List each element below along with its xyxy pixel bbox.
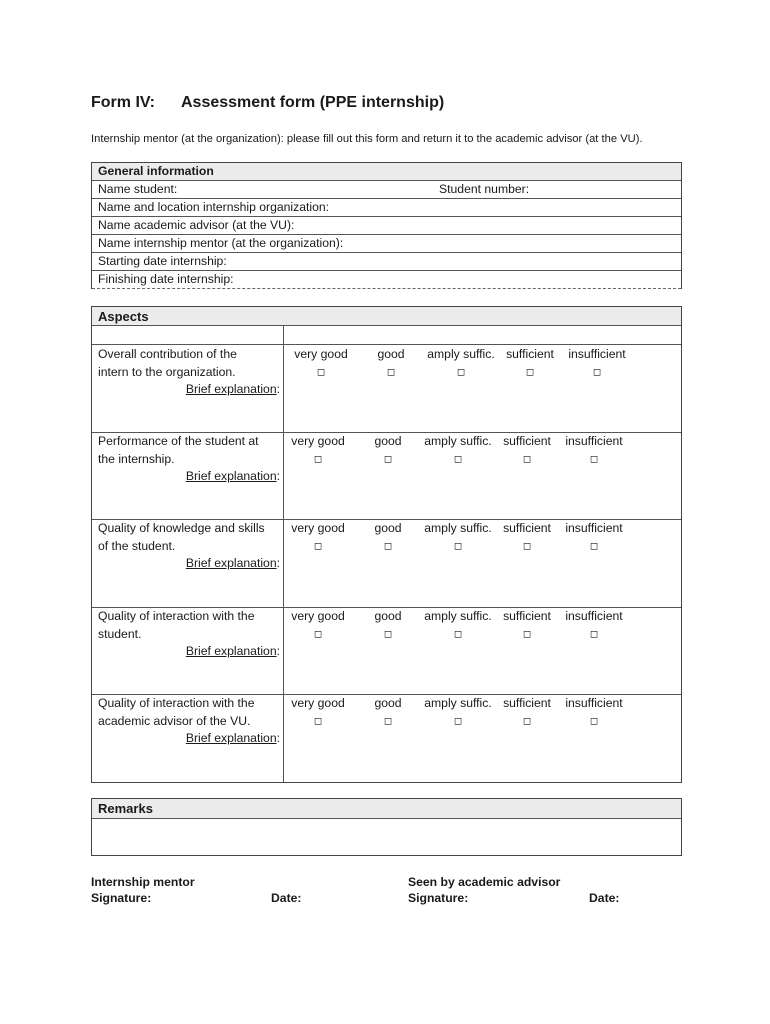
aspect-interaction-advisor [98, 695, 280, 748]
checkbox-icon[interactable]: ◻ [313, 540, 323, 552]
advisor-date-label[interactable]: Date: [589, 891, 620, 905]
general-information-table [91, 162, 682, 289]
checkbox-icon[interactable]: ◻ [522, 453, 532, 465]
rating-label: amply suffic. [424, 609, 492, 623]
aspects-heading: Aspects [92, 307, 681, 326]
rating-label: insufficient [565, 696, 623, 710]
rating-label: good [374, 609, 402, 623]
rating-label: insufficient [568, 347, 626, 361]
aspect-text-line: Quality of interaction with the [98, 696, 255, 710]
rating-good[interactable] [363, 520, 413, 555]
rating-label: good [377, 347, 405, 361]
finishing-date-row[interactable]: Finishing date internship: [92, 271, 681, 289]
rating-label: insufficient [565, 609, 623, 623]
rating-sufficient[interactable] [499, 695, 555, 730]
form-name: Assessment form (PPE internship) [181, 94, 445, 111]
checkbox-icon[interactable]: ◻ [383, 540, 393, 552]
brief-explanation-label: Brief explanation: [185, 731, 280, 745]
student-number-label: Student number: [439, 182, 530, 196]
rating-label: sufficient [503, 521, 551, 535]
remarks-heading: Remarks [92, 799, 681, 819]
row-divider [92, 344, 681, 345]
aspect-text-line: academic advisor of the VU. [98, 713, 251, 728]
brief-explanation-label: Brief explanation: [185, 556, 280, 570]
checkbox-icon[interactable]: ◻ [525, 366, 535, 378]
intro-text: Internship mentor (at the organization): please fill out this form and return it to the academic advisor (at the VU). [91, 133, 643, 145]
rating-label: very good [291, 434, 345, 448]
rating-very-good[interactable] [285, 608, 351, 643]
rating-sufficient[interactable] [502, 346, 558, 381]
checkbox-icon[interactable]: ◻ [589, 453, 599, 465]
checkbox-icon[interactable]: ◻ [592, 366, 602, 378]
rating-label: very good [291, 609, 345, 623]
checkbox-icon[interactable]: ◻ [522, 715, 532, 727]
aspect-text-line: Quality of interaction with the [98, 609, 255, 623]
rating-sufficient[interactable] [499, 433, 555, 468]
checkbox-icon[interactable]: ◻ [313, 453, 323, 465]
checkbox-icon[interactable]: ◻ [313, 715, 323, 727]
aspect-interaction-student [98, 608, 280, 661]
rating-label: amply suffic. [424, 521, 492, 535]
rating-good[interactable] [366, 346, 416, 381]
rating-label: insufficient [565, 521, 623, 535]
aspect-text-line: intern to the organization. [98, 364, 236, 379]
checkbox-icon[interactable]: ◻ [453, 628, 463, 640]
column-divider [283, 326, 284, 782]
remarks-field[interactable] [92, 819, 681, 855]
rating-insufficient[interactable] [562, 346, 632, 381]
rating-label: very good [291, 521, 345, 535]
aspect-text-line: student. [98, 626, 142, 641]
aspect-text-line: Performance of the student at [98, 434, 259, 448]
checkbox-icon[interactable]: ◻ [316, 366, 326, 378]
rating-amply-sufficient[interactable] [418, 695, 498, 730]
name-student-label: Name student: [98, 182, 178, 196]
rating-good[interactable] [363, 695, 413, 730]
rating-very-good[interactable] [288, 346, 354, 381]
checkbox-icon[interactable]: ◻ [589, 540, 599, 552]
rating-label: good [374, 696, 402, 710]
remarks-section [91, 798, 682, 856]
rating-very-good[interactable] [285, 520, 351, 555]
general-information-heading: General information [92, 163, 681, 181]
rating-label: amply suffic. [424, 434, 492, 448]
starting-date-row[interactable]: Starting date internship: [92, 253, 681, 271]
mentor-title: Internship mentor [91, 875, 195, 889]
checkbox-icon[interactable]: ◻ [453, 715, 463, 727]
rating-sufficient[interactable] [499, 520, 555, 555]
form-number: Form IV: [91, 94, 156, 111]
rating-label: amply suffic. [424, 696, 492, 710]
aspect-text-line: Overall contribution of the [98, 347, 237, 361]
advisor-signature-block [408, 874, 560, 906]
rating-label: sufficient [503, 434, 551, 448]
rating-very-good[interactable] [285, 695, 351, 730]
name-student-row[interactable] [92, 181, 681, 199]
checkbox-icon[interactable]: ◻ [383, 715, 393, 727]
rating-label: good [374, 521, 402, 535]
rating-insufficient[interactable] [559, 433, 629, 468]
rating-label: insufficient [565, 434, 623, 448]
rating-label: very good [291, 696, 345, 710]
brief-explanation-label: Brief explanation: [185, 382, 280, 396]
aspect-text-line: of the student. [98, 538, 176, 553]
aspect-performance [98, 433, 280, 486]
aspects-table [91, 306, 682, 783]
checkbox-icon[interactable]: ◻ [386, 366, 396, 378]
mentor-signature-label[interactable]: Signature: [91, 891, 152, 905]
rating-sufficient[interactable] [499, 608, 555, 643]
checkbox-icon[interactable]: ◻ [383, 453, 393, 465]
checkbox-icon[interactable]: ◻ [313, 628, 323, 640]
rating-label: sufficient [506, 347, 554, 361]
checkbox-icon[interactable]: ◻ [453, 453, 463, 465]
rating-label: amply suffic. [427, 347, 495, 361]
internship-mentor-row[interactable]: Name internship mentor (at the organization): [92, 235, 681, 253]
checkbox-icon[interactable]: ◻ [453, 540, 463, 552]
mentor-date-label[interactable]: Date: [271, 891, 302, 905]
checkbox-icon[interactable]: ◻ [589, 715, 599, 727]
rating-insufficient[interactable] [559, 608, 629, 643]
checkbox-icon[interactable]: ◻ [522, 540, 532, 552]
aspect-text-line: the internship. [98, 451, 175, 466]
mentor-signature-block [91, 874, 195, 906]
checkbox-icon[interactable]: ◻ [589, 628, 599, 640]
rating-label: sufficient [503, 696, 551, 710]
checkbox-icon[interactable]: ◻ [456, 366, 466, 378]
rating-insufficient[interactable] [559, 520, 629, 555]
aspect-quality-knowledge [98, 520, 280, 573]
rating-amply-sufficient[interactable] [418, 433, 498, 468]
organization-row[interactable]: Name and location internship organization: [92, 199, 681, 217]
rating-insufficient[interactable] [559, 695, 629, 730]
rating-amply-sufficient[interactable] [418, 520, 498, 555]
rating-label: sufficient [503, 609, 551, 623]
checkbox-icon[interactable]: ◻ [522, 628, 532, 640]
rating-good[interactable] [363, 608, 413, 643]
advisor-title: Seen by academic advisor [408, 875, 561, 889]
checkbox-icon[interactable]: ◻ [383, 628, 393, 640]
rating-amply-sufficient[interactable] [421, 346, 501, 381]
form-title [91, 94, 444, 112]
rating-label: good [374, 434, 402, 448]
brief-explanation-label: Brief explanation: [185, 469, 280, 483]
academic-advisor-row[interactable]: Name academic advisor (at the VU): [92, 217, 681, 235]
aspect-text-line: Quality of knowledge and skills [98, 521, 265, 535]
advisor-signature-label[interactable]: Signature: [408, 891, 469, 905]
rating-amply-sufficient[interactable] [418, 608, 498, 643]
brief-explanation-label: Brief explanation: [185, 644, 280, 658]
rating-very-good[interactable] [285, 433, 351, 468]
aspect-overall-contribution [98, 346, 280, 399]
rating-label: very good [294, 347, 348, 361]
rating-good[interactable] [363, 433, 413, 468]
